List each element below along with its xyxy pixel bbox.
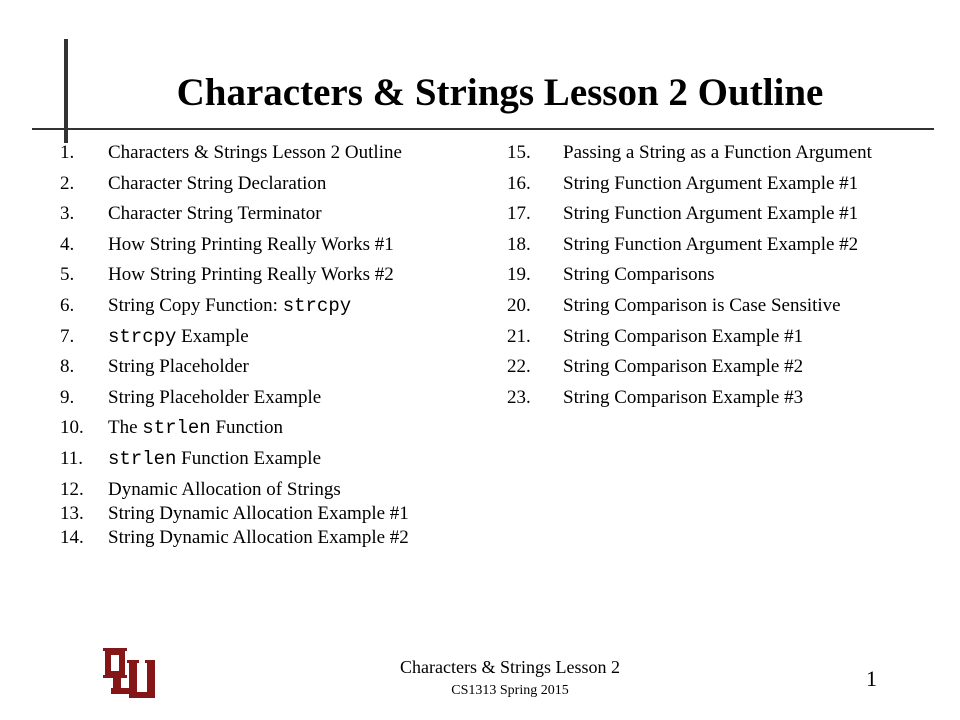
outline-item-number: 2. xyxy=(60,172,75,194)
outline-item-number: 9. xyxy=(60,386,75,408)
outline-item xyxy=(507,295,927,317)
outline-item-number: 17. xyxy=(507,203,531,225)
outline-item-text: String Comparisons xyxy=(563,264,715,286)
outline-item-number: 8. xyxy=(60,356,75,378)
outline-item xyxy=(507,356,927,378)
outline-item-text: String Placeholder Example xyxy=(108,386,322,408)
outline-item-text: Function xyxy=(210,417,284,439)
outline-item-number: 20. xyxy=(507,294,531,316)
outline-item-text: Passing a String as a Function Argument xyxy=(563,142,872,163)
outline-item-number: 21. xyxy=(507,325,531,347)
outline-item xyxy=(507,387,927,409)
outline-item xyxy=(507,264,927,286)
outline-item xyxy=(60,173,500,195)
outline-item-text: How String Printing Really Works #1 xyxy=(108,233,394,255)
code-function-name: strcpy xyxy=(282,294,352,317)
outline-item-text: String Function Argument Example #1 xyxy=(563,203,859,225)
outline-item-text: Example xyxy=(176,325,249,347)
outline-item xyxy=(60,203,500,225)
outline-item xyxy=(507,203,927,225)
outline-list-right xyxy=(507,142,927,417)
outline-item-text: String Copy Function: xyxy=(108,294,283,316)
decorative-horizontal-rule xyxy=(32,128,934,130)
outline-item xyxy=(507,234,927,256)
outline-item-text: String Function Argument Example #2 xyxy=(563,233,859,255)
outline-item-text: Character String Declaration xyxy=(108,172,327,194)
outline-item xyxy=(60,295,500,317)
outline-item-text: String Function Argument Example #1 xyxy=(563,172,859,194)
outline-item-text: String Comparison is Case Sensitive xyxy=(563,294,841,316)
outline-item xyxy=(60,527,500,549)
outline-item xyxy=(60,503,500,525)
footer-title: Characters & Strings Lesson 2 xyxy=(400,657,620,677)
outline-item-number: 4. xyxy=(60,233,75,255)
outline-item xyxy=(507,142,927,164)
outline-item-number: 15. xyxy=(507,142,531,163)
outline-item-number: 13. xyxy=(60,502,84,524)
outline-item-text: Character String Terminator xyxy=(108,203,322,225)
outline-item xyxy=(507,326,927,348)
outline-item-number: 10. xyxy=(60,417,84,439)
outline-item-number: 19. xyxy=(507,264,531,286)
outline-item-number: 11. xyxy=(60,447,84,469)
outline-item-number: 16. xyxy=(507,172,531,194)
outline-item xyxy=(60,142,500,164)
outline-item-text: How String Printing Really Works #2 xyxy=(108,264,394,286)
outline-item-number: 7. xyxy=(60,325,75,347)
outline-item-text: String Comparison Example #1 xyxy=(563,325,804,347)
outline-item-number: 22. xyxy=(507,356,531,378)
outline-item-number: 18. xyxy=(507,233,531,255)
outline-item-number: 1. xyxy=(60,142,75,163)
footer-subtitle: CS1313 Spring 2015 xyxy=(451,683,569,698)
outline-item xyxy=(60,387,500,409)
outline-item-text: Characters & Strings Lesson 2 Outline xyxy=(108,142,402,163)
outline-item xyxy=(507,173,927,195)
outline-item-number: 23. xyxy=(507,386,531,408)
outline-item xyxy=(60,264,500,286)
outline-item xyxy=(60,448,500,470)
outline-item-text: String Comparison Example #3 xyxy=(563,386,804,408)
outline-item-number: 3. xyxy=(60,203,75,225)
outline-item-text: String Placeholder xyxy=(108,356,249,378)
outline-item xyxy=(60,479,500,501)
code-function-name: strlen xyxy=(108,447,177,470)
outline-item-text: Dynamic Allocation of Strings xyxy=(108,478,341,500)
ou-logo xyxy=(103,648,155,704)
outline-item xyxy=(60,417,500,439)
outline-list-left xyxy=(60,142,500,557)
outline-item-number: 12. xyxy=(60,478,84,500)
outline-item xyxy=(60,356,500,378)
outline-item-number: 14. xyxy=(60,526,84,548)
outline-item-number: 6. xyxy=(60,294,75,316)
outline-item xyxy=(60,326,500,348)
outline-item-text: Function Example xyxy=(176,447,322,469)
outline-item-text: String Dynamic Allocation Example #2 xyxy=(108,526,409,548)
outline-item-number: 5. xyxy=(60,264,75,286)
outline-item-text: String Dynamic Allocation Example #1 xyxy=(108,502,409,524)
outline-item-text: The xyxy=(108,417,143,439)
page-number: 1 xyxy=(866,666,877,691)
outline-item xyxy=(60,234,500,256)
outline-item-text: String Comparison Example #2 xyxy=(563,356,804,378)
slide-title: Characters & Strings Lesson 2 Outline xyxy=(176,71,824,114)
code-function-name: strlen xyxy=(142,417,211,440)
code-function-name: strcpy xyxy=(108,325,177,348)
